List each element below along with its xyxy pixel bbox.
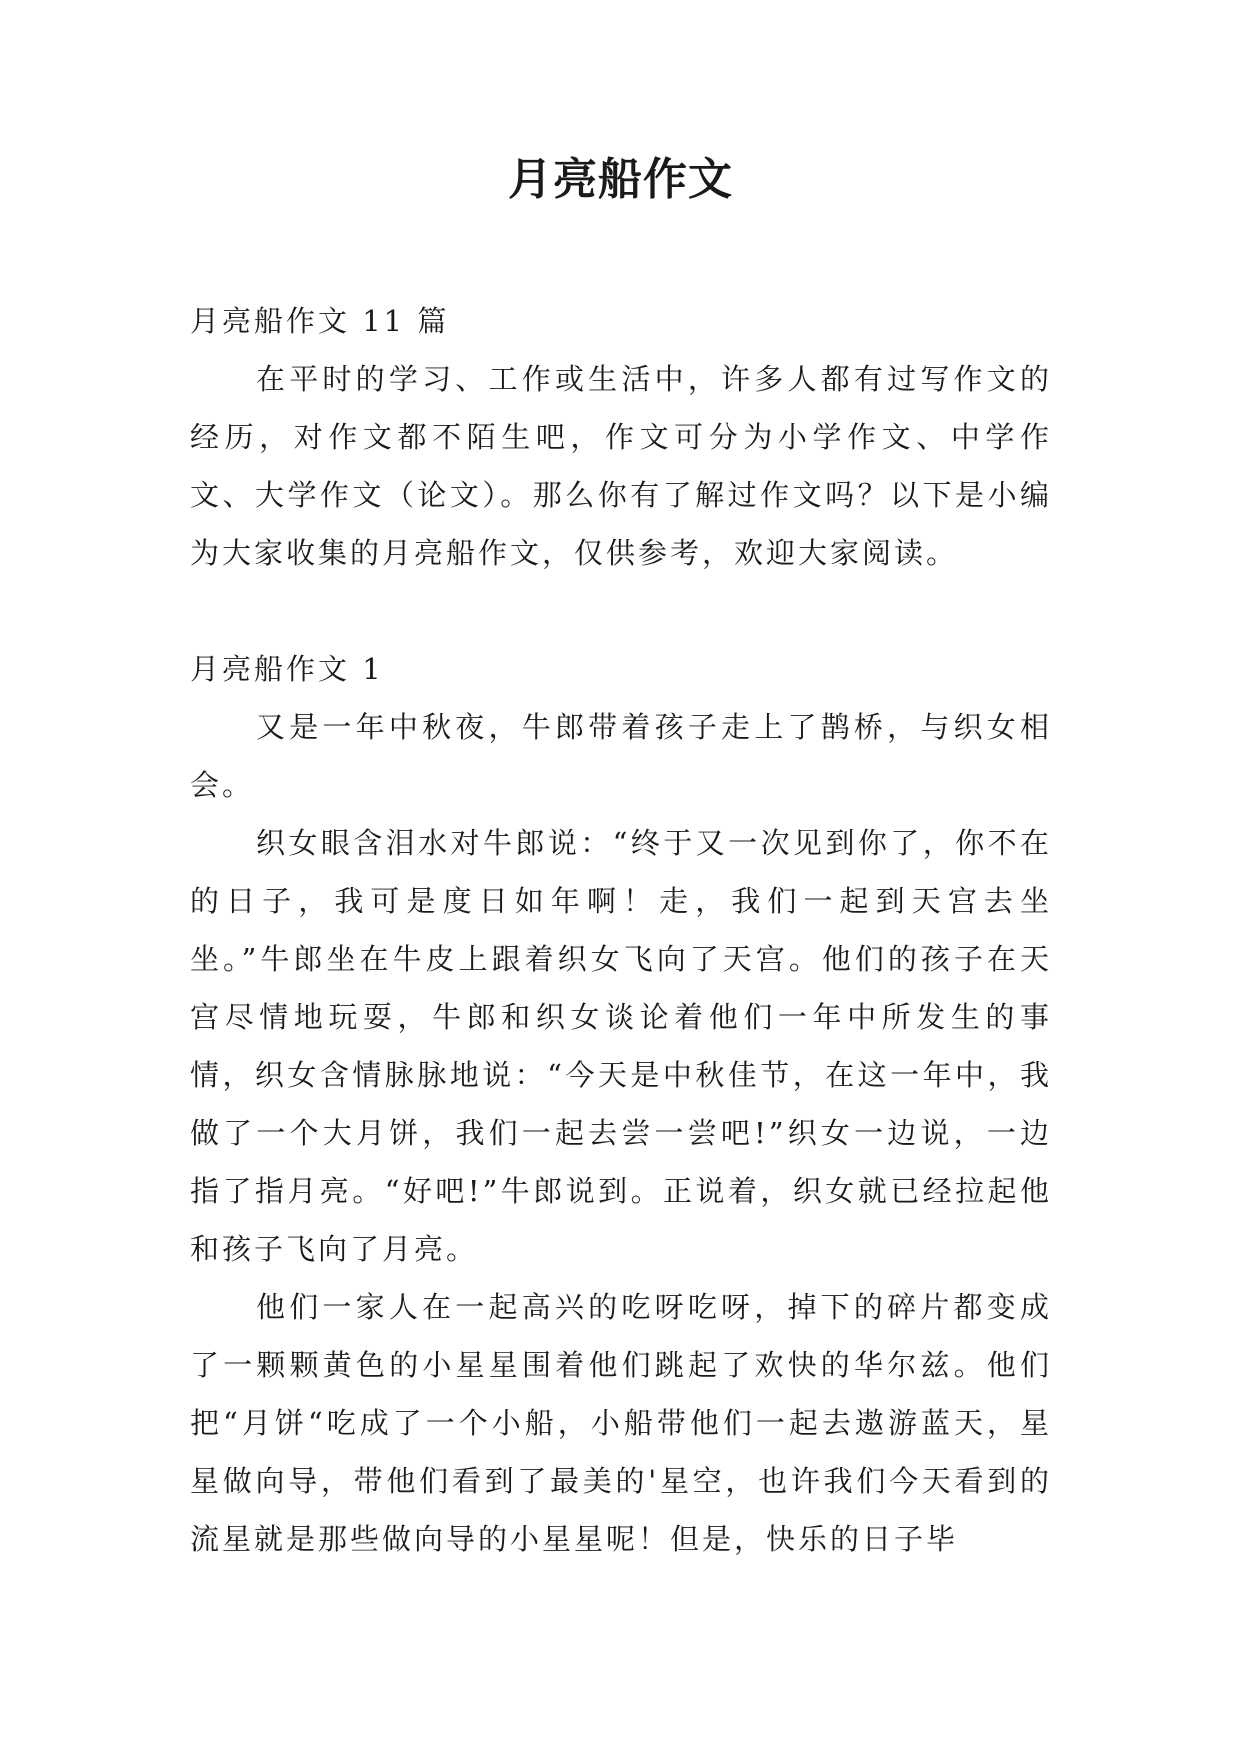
document-subtitle: 月亮船作文 11 篇 [190,304,450,338]
body-paragraph: 又是一年中秋夜，牛郎带着孩子走上了鹊桥，与织女相会。 [190,710,1052,802]
document-title: 月亮船作文 [508,154,733,205]
document-body [190,292,1052,1568]
intro-paragraph: 在平时的学习、工作或生活中，许多人都有过写作文的经历，对作文都不陌生吧，作文可分为小学作文、中学作文、大学作文（论文）。那么你有了解过作文吗？以下是小编为大家收集的月亮船作文，仅供参考，欢迎大家阅读。 [190,362,1052,570]
section-spacer [190,582,1052,640]
body-paragraph: 他们一家人在一起高兴的吃呀吃呀，掉下的碎片都变成了一颗颗黄色的小星星围着他们跳起了欢快的华尔兹。他们把“月饼“吃成了一个小船，小船带他们一起去遨游蓝天，星星做向导，带他们看到了最美的'星空，也许我们今天看到的流星就是那些做向导的小星星呢！但是，快乐的日子毕 [190,1290,1052,1556]
body-paragraph: 织女眼含泪水对牛郎说：“终于又一次见到你了，你不在的日子，我可是度日如年啊！走，我们一起到天宫去坐坐。”牛郎坐在牛皮上跟着织女飞向了天宫。他们的孩子在天宫尽情地玩耍，牛郎和织女谈论着他们一年中所发生的事情，织女含情脉脉地说：“今天是中秋佳节，在这一年中，我做了一个大月饼，我们一起去尝一尝吧!”织女一边说，一边指了指月亮。“好吧!”牛郎说到。正说着，织女就已经拉起他和孩子飞向了月亮。 [190,826,1052,1266]
section-heading: 月亮船作文 1 [190,652,384,686]
